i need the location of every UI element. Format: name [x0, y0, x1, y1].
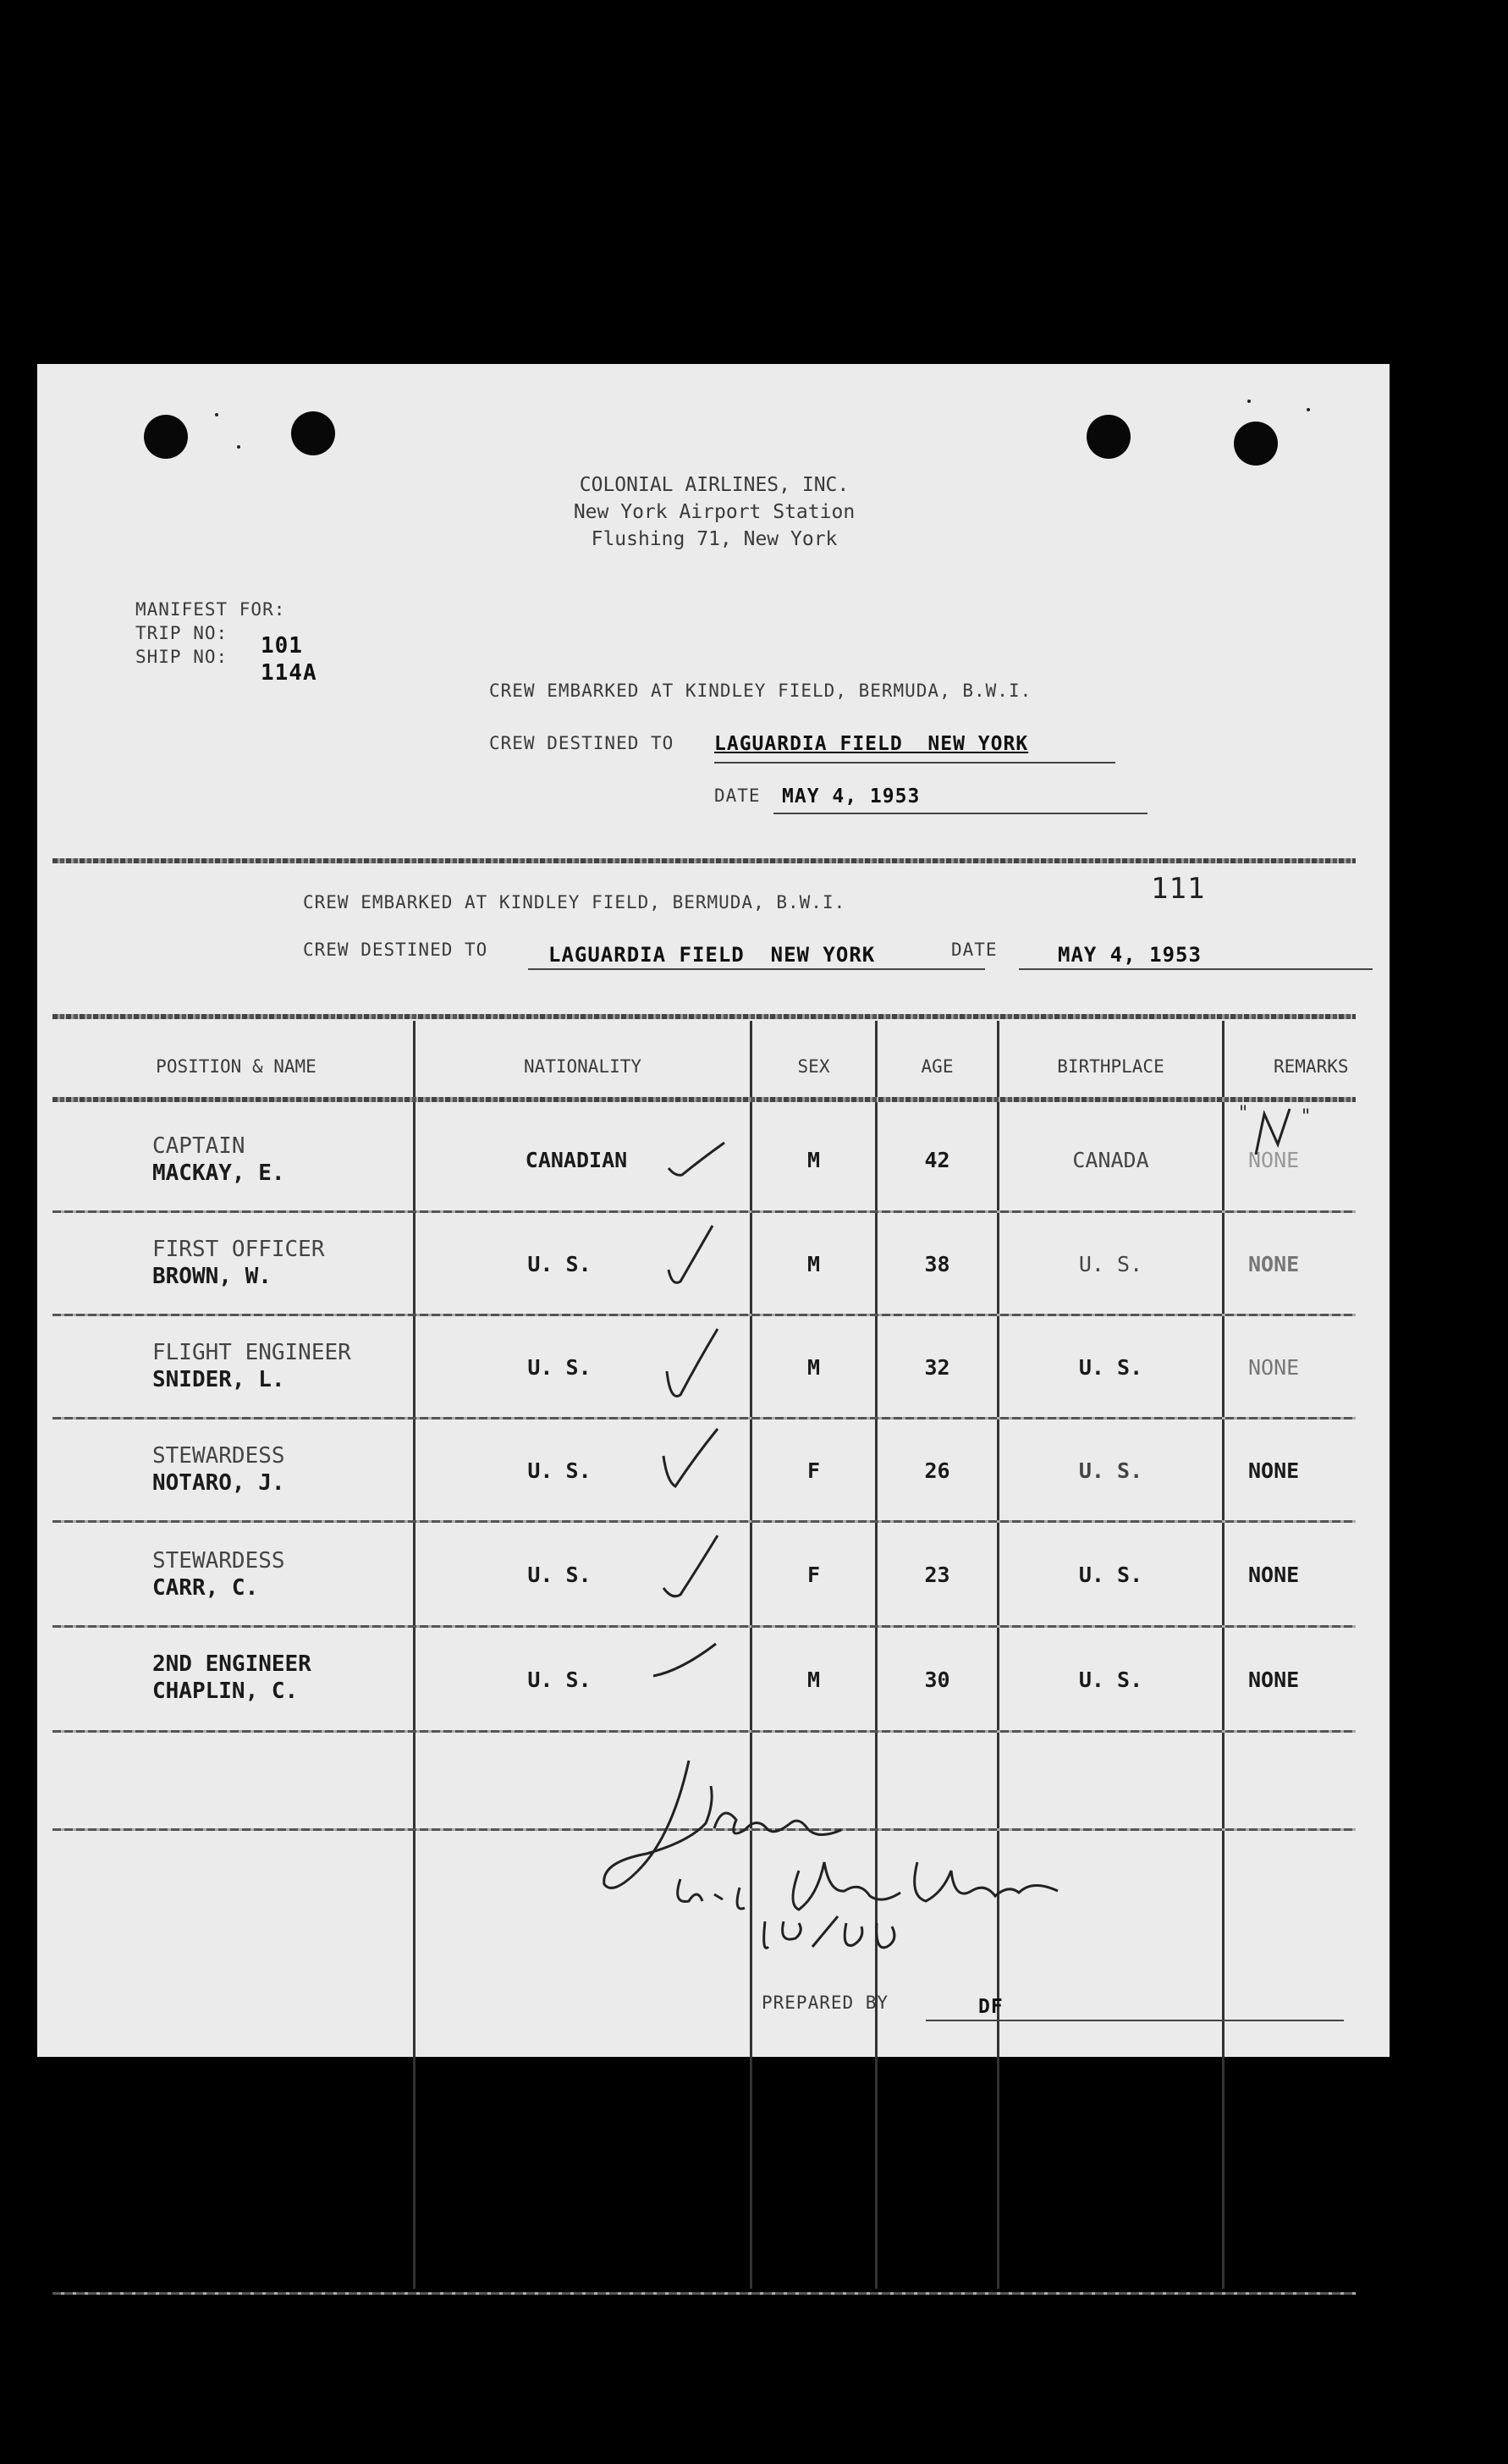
crew-position-name: [152, 1547, 285, 1601]
handwritten-remark-mark: [1230, 1102, 1332, 1161]
nationality-cell: U. S.: [527, 1667, 592, 1692]
sex-cell: M: [806, 1147, 821, 1172]
birthplace-cell: U. S.: [1078, 1458, 1143, 1483]
remarks-cell: NONE: [1248, 1667, 1300, 1692]
remarks-cell: NONE: [1248, 1251, 1300, 1276]
age-cell: 42: [924, 1147, 950, 1172]
crew-destined-label-second: CREW DESTINED TO: [303, 940, 488, 960]
nationality-cell: U. S.: [527, 1354, 592, 1380]
nationality-cell: CANADIAN: [525, 1147, 628, 1172]
sex-cell: M: [806, 1354, 821, 1380]
ship-label: SHIP NO:: [135, 647, 228, 667]
nationality-cell: U. S.: [527, 1562, 592, 1587]
crew-name: NOTARO, J.: [152, 1470, 285, 1496]
svg-text:": ": [1239, 1103, 1248, 1124]
manifest-page: [37, 364, 1390, 2057]
stamp-number: 111: [1151, 872, 1206, 906]
punch-hole: [1087, 415, 1131, 459]
crew-destined-value-top: LAGUARDIA FIELD NEW YORK: [714, 733, 1029, 755]
crew-destined-value-second: LAGUARDIA FIELD NEW YORK: [548, 943, 876, 967]
inspector-signature: [545, 1735, 1137, 1989]
punch-hole: [144, 415, 188, 459]
crew-embarked-top: CREW EMBARKED AT KINDLEY FIELD, BERMUDA, B.W.I.: [489, 681, 1032, 701]
company-station: New York Airport Station: [573, 501, 856, 523]
birthplace-cell: U. S.: [1078, 1562, 1143, 1587]
birthplace-cell: U. S.: [1078, 1354, 1143, 1380]
header-nationality: NATIONALITY: [523, 1056, 642, 1077]
crew-position: CAPTAIN: [152, 1133, 245, 1159]
crew-position-name: [152, 1651, 311, 1705]
checkmark-icon: [647, 1637, 731, 1696]
date-value-second: MAY 4, 1953: [1058, 943, 1202, 967]
checkmark-icon: [663, 1126, 731, 1193]
header-rule: [52, 1097, 1356, 1102]
crew-embarked-second: CREW EMBARKED AT KINDLEY FIELD, BERMUDA, B.W.I.: [303, 892, 846, 912]
prepared-by-value: DF: [978, 1996, 1004, 2018]
nationality-cell: U. S.: [527, 1251, 592, 1276]
age-cell: 30: [924, 1667, 950, 1692]
crew-name: SNIDER, L.: [152, 1367, 285, 1392]
age-cell: 23: [924, 1562, 950, 1587]
checkmark-icon: [655, 1320, 731, 1414]
sex-cell: M: [806, 1251, 821, 1276]
trip-label: TRIP NO:: [135, 623, 228, 643]
punch-hole: [291, 411, 335, 455]
date-value-top: MAY 4, 1953: [782, 786, 921, 808]
crew-name: CARR, C.: [152, 1575, 259, 1601]
header-position-name: POSITION & NAME: [156, 1056, 316, 1077]
checkmark-icon: [647, 1422, 731, 1515]
date-label-top: DATE: [714, 786, 761, 806]
punch-hole: [1234, 422, 1278, 466]
nationality-cell: U. S.: [527, 1458, 592, 1483]
age-cell: 38: [924, 1251, 950, 1276]
header-sex: SEX: [797, 1056, 830, 1077]
crew-position: STEWARDESS: [152, 1443, 285, 1469]
svg-text:": ": [1302, 1106, 1311, 1127]
crew-position-name: [152, 1442, 285, 1497]
sex-cell: M: [806, 1667, 821, 1692]
age-cell: 26: [924, 1458, 950, 1483]
ship-number: 114A: [261, 660, 317, 686]
age-cell: 32: [924, 1354, 950, 1380]
crew-position: FIRST OFFICER: [152, 1237, 325, 1262]
crew-position: FLIGHT ENGINEER: [152, 1340, 351, 1365]
header-birthplace: BIRTHPLACE: [1057, 1056, 1164, 1077]
crew-name: CHAPLIN, C.: [152, 1678, 299, 1704]
sex-cell: F: [806, 1458, 821, 1483]
crew-position: STEWARDESS: [152, 1548, 285, 1574]
crew-destined-label-top: CREW DESTINED TO: [489, 733, 674, 753]
manifest-for-label: MANIFEST FOR:: [135, 599, 286, 620]
birthplace-cell: CANADA: [1072, 1147, 1149, 1172]
crew-position-name: [152, 1236, 325, 1290]
crew-name: MACKAY, E.: [152, 1160, 285, 1186]
birthplace-cell: U. S.: [1078, 1667, 1143, 1692]
header-remarks: REMARKS: [1274, 1056, 1349, 1077]
checkmark-icon: [663, 1219, 731, 1304]
divider: [52, 1014, 1356, 1019]
company-address: Flushing 71, New York: [591, 528, 838, 550]
checkmark-icon: [655, 1529, 731, 1613]
date-label-second: DATE: [951, 940, 998, 960]
remarks-cell: NONE: [1248, 1354, 1300, 1380]
remarks-cell: NONE: [1248, 1147, 1300, 1172]
crew-position-name: [152, 1339, 351, 1393]
prepared-by-label: PREPARED BY: [762, 1993, 889, 2013]
sex-cell: F: [806, 1562, 821, 1587]
crew-position: 2ND ENGINEER: [152, 1651, 311, 1677]
divider: [52, 858, 1356, 863]
crew-name: BROWN, W.: [152, 1264, 272, 1289]
trip-number: 101: [261, 633, 303, 659]
header-age: AGE: [921, 1056, 954, 1077]
birthplace-cell: U. S.: [1078, 1251, 1143, 1276]
remarks-cell: NONE: [1248, 1458, 1300, 1483]
crew-position-name: [152, 1133, 285, 1187]
company-name: COLONIAL AIRLINES, INC.: [579, 474, 850, 496]
remarks-cell: NONE: [1248, 1562, 1300, 1587]
